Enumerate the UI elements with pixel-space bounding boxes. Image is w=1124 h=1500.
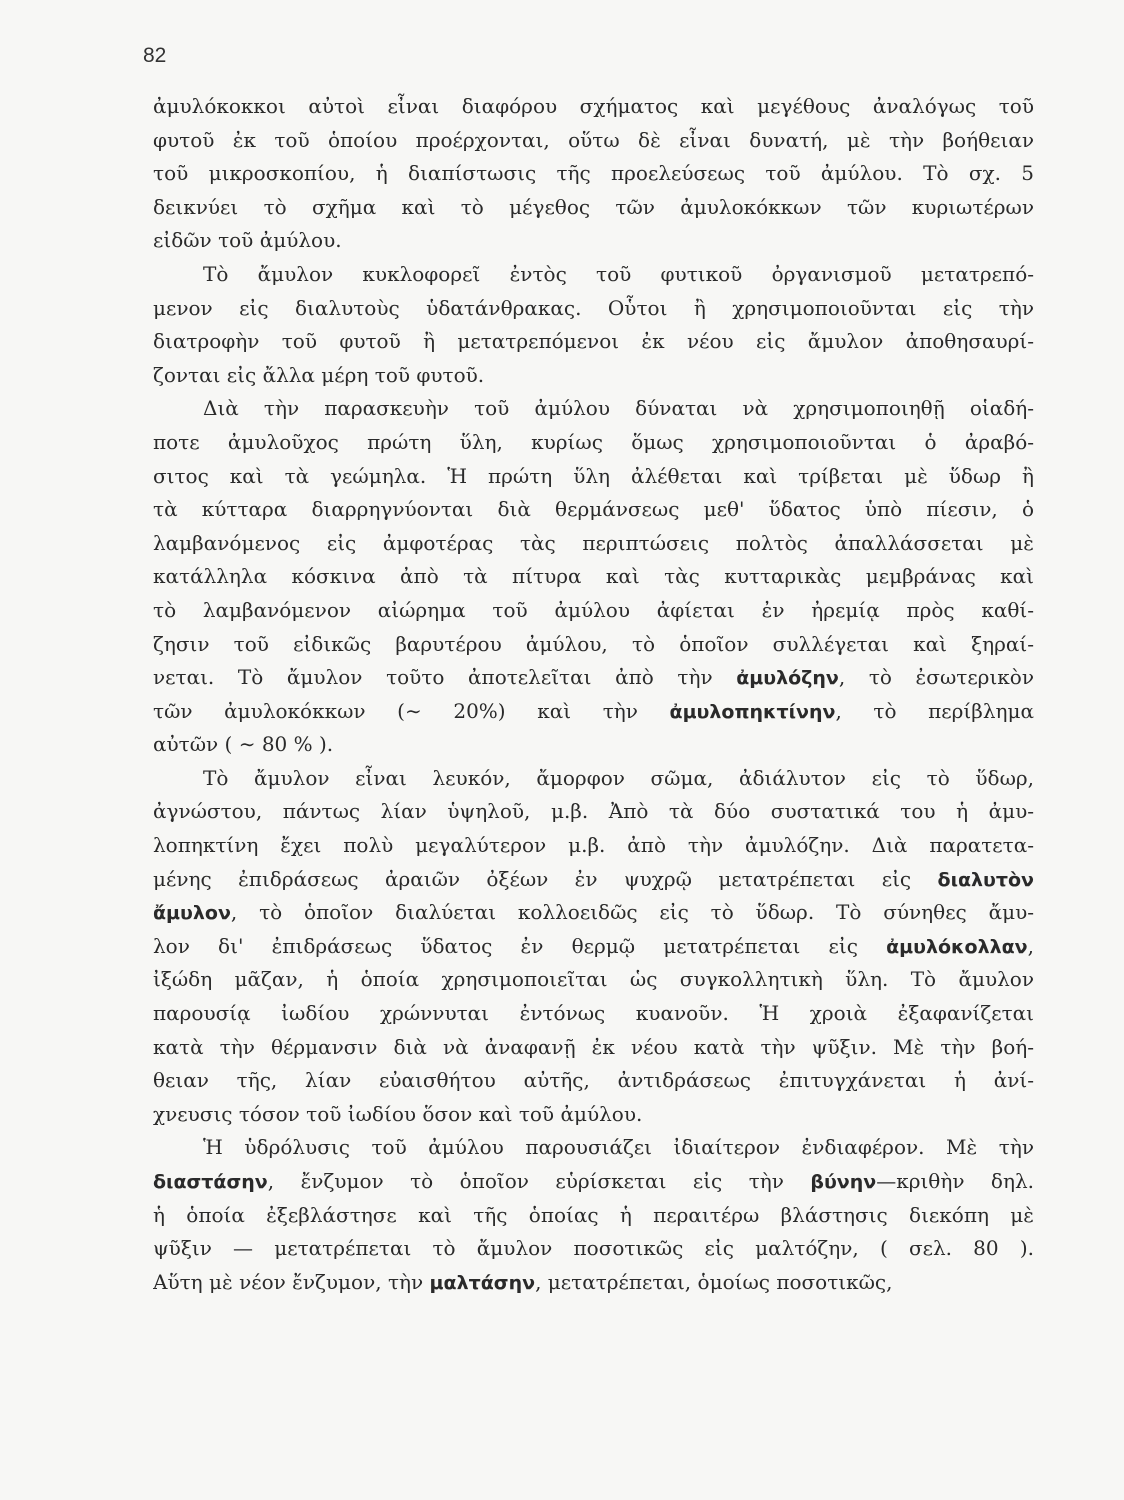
text-line (153, 661, 1034, 695)
text-segment: ψῦξιν — μετατρέπεται τὸ ἄμυλον ποσοτικῶς εἰς μαλτόζην, ( σελ. 80 ). (153, 1236, 1034, 1261)
text-line (153, 695, 1034, 729)
text-line (153, 762, 1034, 796)
text-segment: , ἔνζυμον τὸ ὁποῖον εὑρίσκεται εἰς τὴν (267, 1169, 811, 1193)
text-line (153, 191, 1034, 225)
text-line (153, 728, 1034, 762)
text-segment: , τὸ περίβλημα (835, 698, 1034, 723)
text-line (153, 460, 1034, 494)
text-segment: παρουσίᾳ ἰωδίου χρώννυται ἐντόνως κυανοῦν. Ἡ χροιὰ ἐξαφανίζεται (153, 1001, 1034, 1026)
text-segment: Ἡ ὑδρόλυσις τοῦ ἀμύλου παρουσιάζει ἰδιαίτερον ἐνδιαφέρον. Μὲ τὴν (203, 1135, 1034, 1160)
text-line (153, 124, 1034, 158)
bold-term: ἀμυλόκολλαν (886, 935, 1028, 958)
page-number: 82 (143, 44, 167, 67)
text-segment: μενον εἰς διαλυτοὺς ὑδατάνθρακας. Οὗτοι ἢ χρησιμοποιοῦνται εἰς τὴν (153, 295, 1034, 320)
text-segment: , τὸ ὁποῖον διαλύεται κολλοειδῶς εἰς τὸ ὕδωρ. Τὸ σύνηθες ἄμυ- (230, 900, 1034, 925)
text-line (153, 1165, 1034, 1199)
text-line (153, 628, 1034, 662)
text-segment: Τὸ ἄμυλον κυκλοφορεῖ ἐντὸς τοῦ φυτικοῦ ὀργανισμοῦ μετατρεπό- (203, 261, 1034, 286)
text-segment: μένης ἐπιδράσεως ἀραιῶν ὀξέων ἐν ψυχρῷ μετατρέπεται εἰς (153, 866, 938, 891)
text-line (153, 157, 1034, 191)
text-segment: διατροφὴν τοῦ φυτοῦ ἢ μετατρεπόμενοι ἐκ νέου εἰς ἄμυλον ἀποθησαυρί- (153, 329, 1034, 354)
bold-term: διαλυτὸν (937, 868, 1034, 891)
bold-term: ἀμυλοπηκτίνην (669, 700, 836, 723)
text-segment: λοπηκτίνη ἔχει πολὺ μεγαλύτερον μ.β. ἀπὸ τὴν ἀμυλόζην. Διὰ παρατετα- (153, 833, 1034, 858)
text-segment: , μετατρέπεται, ὁμοίως ποσοτικῶς, (535, 1269, 893, 1294)
bold-term: ἀμυλόζην (736, 667, 839, 690)
text-line (153, 359, 1034, 393)
text-line (153, 1266, 1034, 1300)
text-segment: ζονται εἰς ἄλλα μέρη τοῦ φυτοῦ. (153, 362, 485, 387)
text-segment: τὰ κύτταρα διαρρηγνύονται διὰ θερμάνσεως μεθ' ὕδατος ὑπὸ πίεσιν, ὁ (153, 497, 1034, 522)
text-line (153, 224, 1034, 258)
text-segment: λαμβανόμενος εἰς ἀμφοτέρας τὰς περιπτώσεις πολτὸς ἀπαλλάσσεται μὲ (153, 530, 1034, 555)
text-segment: , (1027, 933, 1034, 958)
text-segment: ἀμυλόκοκκοι αὐτοὶ εἶναι διαφόρου σχήματος καὶ μεγέθους ἀναλόγως τοῦ (153, 94, 1034, 118)
bold-term: διαστάσην (153, 1171, 268, 1193)
text-line (153, 1064, 1034, 1098)
text-segment: ἡ ὁποία ἐξεβλάστησε καὶ τῆς ὁποίας ἡ περαιτέρω βλάστησις διεκόπη μὲ (153, 1202, 1034, 1227)
text-line (153, 426, 1034, 460)
text-segment: Τὸ ἄμυλον εἶναι λευκόν, ἄμορφον σῶμα, ἀδιάλυτον εἰς τὸ ὕδωρ, (203, 765, 1034, 790)
text-line (153, 325, 1034, 359)
text-segment: Διὰ τὴν παρασκευὴν τοῦ ἀμύλου δύναται νὰ χρησιμοποιηθῇ οἱαδή- (203, 396, 1034, 421)
text-segment: κατὰ τὴν θέρμανσιν διὰ νὰ ἀναφανῇ ἐκ νέου κατὰ τὴν ψῦξιν. Μὲ τὴν βοή- (153, 1034, 1034, 1059)
bold-term: βύνην (810, 1171, 877, 1193)
text-segment: δεικνύει τὸ σχῆμα καὶ τὸ μέγεθος τῶν ἀμυλοκόκκων τῶν κυριωτέρων (153, 194, 1034, 219)
text-segment: , τὸ ἐσωτερικὸν (838, 665, 1034, 690)
text-segment: τὸ λαμβανόμενον αἰώρημα τοῦ ἀμύλου ἀφίεται ἐν ἠρεμίᾳ πρὸς καθί- (153, 597, 1034, 622)
text-line (153, 493, 1034, 527)
text-segment: ἀγνώστου, πάντως λίαν ὑψηλοῦ, μ.β. Ἀπὸ τὰ δύο συστατικά του ἡ ἀμυ- (153, 799, 1034, 824)
text-segment: ζησιν τοῦ εἰδικῶς βαρυτέρου ἀμύλου, τὸ ὁποῖον συλλέγεται καὶ ξηραί- (153, 631, 1034, 656)
text-segment: κατάλληλα κόσκινα ἀπὸ τὰ πίτυρα καὶ τὰς κυτταρικὰς μεμβράνας καὶ (153, 564, 1034, 589)
text-line (153, 258, 1034, 292)
body-text (153, 90, 1034, 1299)
text-line (153, 90, 1034, 124)
text-line (153, 997, 1034, 1031)
text-line (153, 1131, 1034, 1165)
text-line (153, 1098, 1034, 1132)
text-line (153, 930, 1034, 964)
text-segment: τοῦ μικροσκοπίου, ἡ διαπίστωσις τῆς προελεύσεως τοῦ ἀμύλου. Τὸ σχ. 5 (153, 161, 1034, 186)
text-segment: ἰξώδη μᾶζαν, ἡ ὁποία χρησιμοποιεῖται ὡς συγκολλητικὴ ὕλη. Τὸ ἄμυλον (153, 967, 1034, 992)
text-segment: σιτος καὶ τὰ γεώμηλα. Ἡ πρώτη ὕλη ἀλέθεται καὶ τρίβεται μὲ ὕδωρ ἢ (153, 463, 1034, 488)
text-line (153, 863, 1034, 897)
text-line (153, 795, 1034, 829)
text-segment: λον δι' ἐπιδράσεως ὕδατος ἐν θερμῷ μετατρέπεται εἰς (153, 933, 887, 958)
text-segment: ποτε ἀμυλοῦχος πρώτη ὕλη, κυρίως ὅμως χρησιμοποιοῦνται ὁ ἀραβό- (153, 429, 1034, 454)
bold-term: μαλτάσην (429, 1271, 536, 1294)
text-segment: Αὕτη μὲ νέον ἔνζυμον, τὴν (153, 1269, 430, 1294)
text-segment: —κριθὴν δηλ. (876, 1169, 1034, 1193)
text-line (153, 527, 1034, 561)
text-line (153, 392, 1034, 426)
text-segment: εἰδῶν τοῦ ἀμύλου. (153, 228, 342, 253)
text-line (153, 1232, 1034, 1266)
text-segment: θειαν τῆς, λίαν εὐαισθήτου αὐτῆς, ἀντιδράσεως ἐπιτυγχάνεται ἡ ἀνί- (153, 1068, 1034, 1093)
text-line (153, 1031, 1034, 1065)
text-line (153, 594, 1034, 628)
text-segment: χνευσις τόσον τοῦ ἰωδίου ὅσον καὶ τοῦ ἀμύλου. (153, 1101, 643, 1126)
text-line (153, 829, 1034, 863)
text-segment: αὐτῶν ( ∼ 80 % ). (153, 732, 334, 757)
text-line (153, 963, 1034, 997)
text-line (153, 1199, 1034, 1233)
text-segment: τῶν ἀμυλοκόκκων (∼ 20%) καὶ τὴν (153, 698, 670, 723)
text-segment: φυτοῦ ἐκ τοῦ ὁποίου προέρχονται, οὕτω δὲ εἶναι δυνατή, μὲ τὴν βοήθειαν (153, 127, 1034, 152)
text-line (153, 896, 1034, 930)
text-line (153, 560, 1034, 594)
text-line (153, 292, 1034, 326)
text-segment: νεται. Τὸ ἄμυλον τοῦτο ἀποτελεῖται ἀπὸ τὴν (153, 665, 737, 690)
bold-term: ἄμυλον (153, 902, 231, 925)
